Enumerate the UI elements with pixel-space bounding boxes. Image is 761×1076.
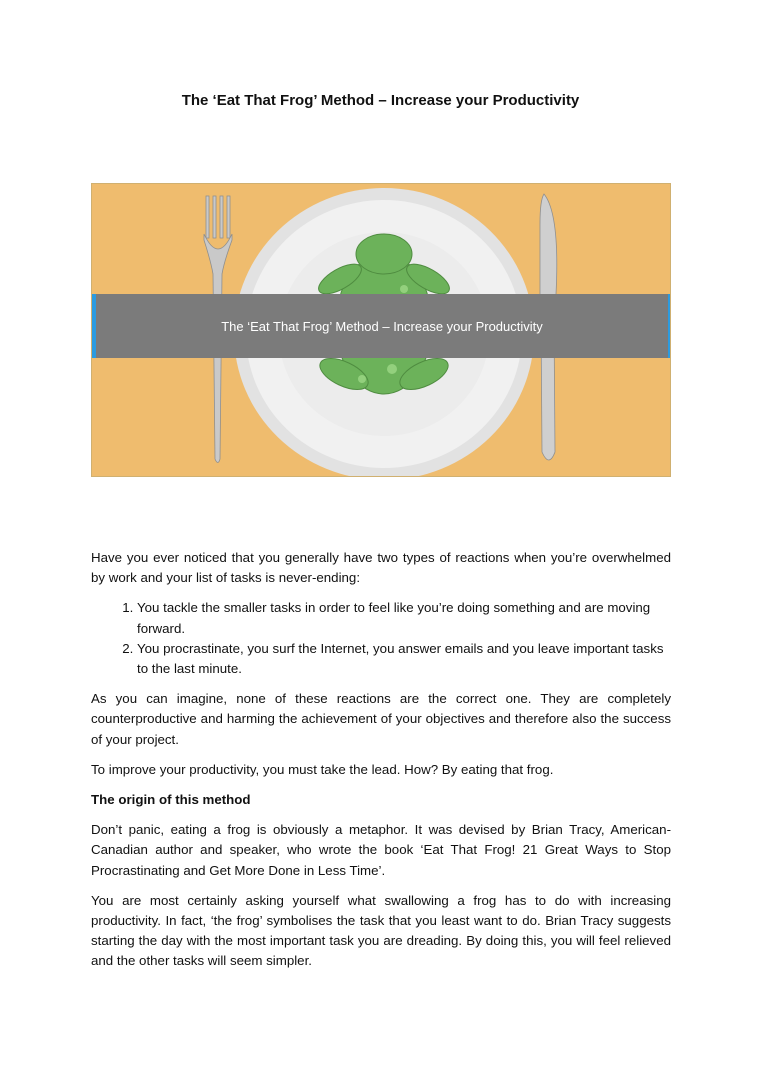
hero-banner-text: The ‘Eat That Frog’ Method – Increase your Productivity [221, 318, 543, 334]
swallow-paragraph: You are most certainly asking yourself what swallowing a frog has to do with increasing productivity. In fact, ‘the frog’ symbolises the task that you least want to do. Brian Tracy suggests starting the day with the most important task you are dreading. By doing this, you will feel relieved and the other tasks will seem simpler. [91, 892, 671, 969]
document-title: The ‘Eat That Frog’ Method – Increase your Productivity [181, 92, 580, 109]
reactions-list [91, 598, 671, 679]
hero-image [91, 183, 671, 477]
improve-paragraph: To improve your productivity, you must take the lead. How? By eating that frog. [91, 761, 554, 777]
article-body [91, 548, 671, 982]
origin-paragraph: Don’t panic, eating a frog is obviously a metaphor. It was devised by Brian Tracy, American-Canadian author and speaker, who wrote the book ‘Eat That Frog! 21 Great Ways to Stop Procrastinating and Get More Done in Less Time’. [91, 822, 671, 878]
origin-heading: The origin of this method [91, 792, 251, 808]
hero-banner [92, 294, 671, 358]
intro-paragraph: Have you ever noticed that you generally have two types of reactions when you’re overwhelmed by work and your list of tasks is never-ending: [91, 550, 671, 586]
list-item: 1. You tackle the smaller tasks in order to feel like you’re doing something and are moving forward. [137, 598, 671, 638]
imagine-paragraph: As you can imagine, none of these reactions are the correct one. They are completely counterproductive and harming the achievement of your objectives and therefore also the success of your project. [91, 691, 671, 747]
list-item: 2. You procrastinate, you surf the Internet, you answer emails and you leave important tasks to the last minute. [137, 639, 671, 679]
